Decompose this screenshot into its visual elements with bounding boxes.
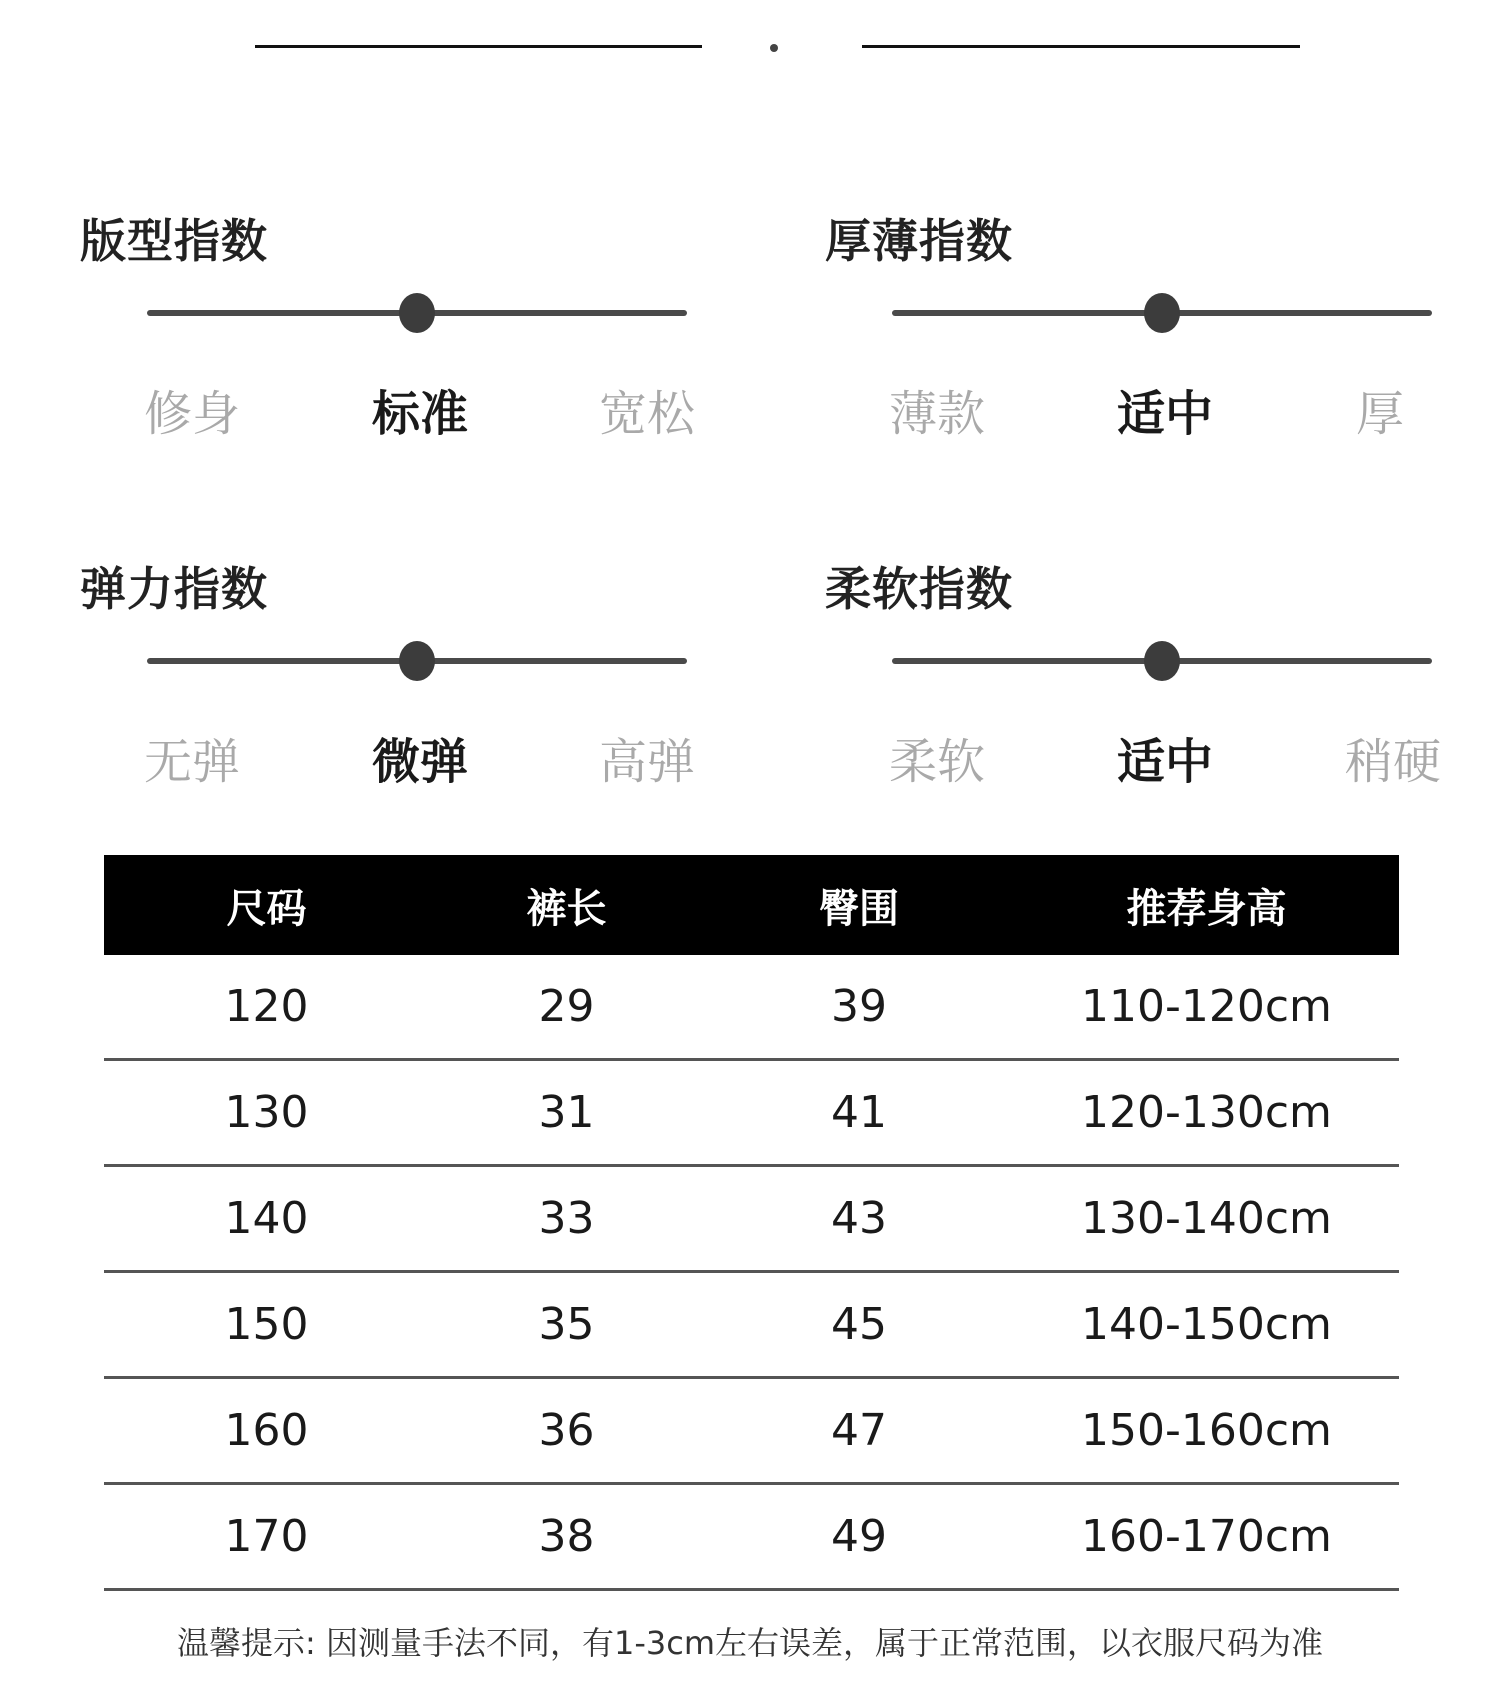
table-row (104, 955, 1399, 1060)
table-row (104, 1060, 1399, 1166)
gauge-knob (1144, 641, 1180, 681)
header-divider-right (862, 45, 1300, 48)
gauge-fit (80, 205, 730, 465)
gauge-label-low: 薄款 (888, 386, 986, 442)
gauge-label-low: 修身 (143, 386, 241, 442)
gauge-elasticity (80, 553, 730, 813)
cell-size: 170 (104, 1484, 429, 1590)
cell-size: 160 (104, 1378, 429, 1484)
header-recommended-height: 推荐身高 (1014, 855, 1399, 955)
cell-length: 33 (429, 1166, 704, 1272)
table-row (104, 1378, 1399, 1484)
header-hip: 臀围 (704, 855, 1014, 955)
gauge-label-low: 柔软 (888, 734, 986, 790)
cell-hip: 39 (704, 955, 1014, 1060)
measurement-note: 温馨提示: 因测量手法不同，有1-3cm左右误差，属于正常范围，以衣服尺码为准 (177, 1624, 1323, 1662)
cell-hip: 41 (704, 1060, 1014, 1166)
gauge-knob (399, 641, 435, 681)
cell-size: 140 (104, 1166, 429, 1272)
gauge-knob (1144, 293, 1180, 333)
cell-height: 130-140cm (1014, 1166, 1399, 1272)
cell-length: 38 (429, 1484, 704, 1590)
table-row (104, 1272, 1399, 1378)
gauge-label-high: 宽松 (598, 386, 696, 442)
gauge-thickness (825, 205, 1475, 465)
cell-height: 110-120cm (1014, 955, 1399, 1060)
cell-height: 160-170cm (1014, 1484, 1399, 1590)
cell-length: 35 (429, 1272, 704, 1378)
gauge-title: 弹力指数 (80, 562, 268, 616)
cell-size: 130 (104, 1060, 429, 1166)
cell-hip: 45 (704, 1272, 1014, 1378)
gauge-title: 柔软指数 (825, 562, 1013, 616)
cell-length: 36 (429, 1378, 704, 1484)
cell-height: 150-160cm (1014, 1378, 1399, 1484)
cell-length: 31 (429, 1060, 704, 1166)
gauge-knob (399, 293, 435, 333)
cell-length: 29 (429, 955, 704, 1060)
gauge-softness (825, 553, 1475, 813)
table-row (104, 1484, 1399, 1590)
header-pants-length: 裤长 (429, 855, 704, 955)
cell-size: 150 (104, 1272, 429, 1378)
cell-hip: 47 (704, 1378, 1014, 1484)
gauge-title: 版型指数 (80, 214, 268, 268)
gauge-label-high: 高弹 (598, 734, 696, 790)
cell-height: 140-150cm (1014, 1272, 1399, 1378)
cell-hip: 43 (704, 1166, 1014, 1272)
header-divider-left (255, 45, 702, 48)
cell-hip: 49 (704, 1484, 1014, 1590)
gauge-label-mid: 标准 (371, 386, 469, 442)
gauge-label-mid: 适中 (1116, 386, 1214, 442)
gauge-label-high: 厚 (1355, 386, 1405, 442)
gauge-label-high: 稍硬 (1344, 734, 1442, 790)
gauge-label-low: 无弹 (143, 734, 241, 790)
header-size: 尺码 (104, 855, 429, 955)
gauge-title: 厚薄指数 (825, 214, 1013, 268)
header-divider-dot (770, 44, 778, 52)
table-row (104, 1166, 1399, 1272)
size-table (104, 855, 1399, 1591)
table-header-row (104, 855, 1399, 955)
cell-size: 120 (104, 955, 429, 1060)
cell-height: 120-130cm (1014, 1060, 1399, 1166)
gauge-label-mid: 微弹 (371, 734, 469, 790)
gauge-label-mid: 适中 (1116, 734, 1214, 790)
